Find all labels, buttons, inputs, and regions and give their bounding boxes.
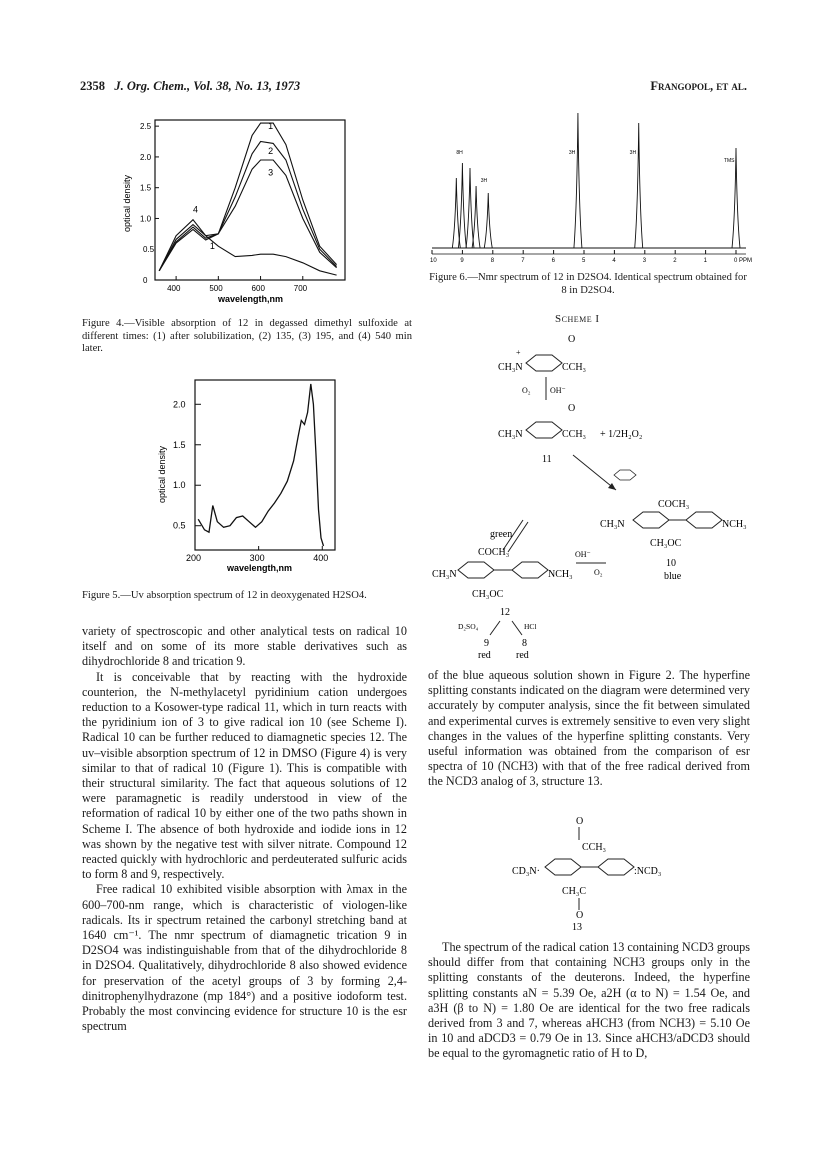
y-axis-label: optical density [122,174,132,232]
svg-text:O: O [576,816,584,827]
color-label: green [490,529,513,540]
curve-4 [159,220,336,275]
svg-text::NCD₃: :NCD₃ [634,866,662,877]
paragraph: Free radical 10 exhibited visible absorption with λmax in the 600–700-nm range, which is characteristic of viologen-like radicals. Its ir spectrum retained the carbonyl stretching band at 1640 cm⁻¹. The nmr spectrum of diamagnetic trication 9 in D2SO4 was indistinguishable from that of the dihydrochloride 8 in D2SO4. Qualitatively, dihydrochloride 8 also showed evidence for preservation of the acetyl groups of 3 by forming 2,4-dinitrophenylhydrazone (mp 184°) and a positive iodoform test. Probably the most convincing evidence for structure 10 is the esr spectrum [82,882,407,1034]
curve-label: 3 [268,167,274,178]
scheme-label: CCH₃ [562,362,587,373]
scheme-title: Scheme I [555,313,600,325]
ppm-label: 10 [430,258,437,264]
reaction-arrow [490,621,500,635]
x-tick-label: 300 [249,553,265,563]
svg-text:CCH₃: CCH₃ [582,842,607,853]
figure-5-caption: Figure 5.—Uv absorption spectrum of 12 in deoxygenated H2SO4. [82,590,367,601]
compound-number: 9 [484,638,489,649]
compound-number: 11 [542,454,552,465]
y-tick-label: 0.5 [143,245,155,255]
pyridine-ring [512,562,548,578]
curve-label: 1 [268,121,274,132]
pyridine-ring [526,422,562,438]
reaction-arrow [573,455,616,490]
pyridine-ring [526,355,562,371]
ppm-label: 9 [460,258,464,264]
x-axis-label: wavelength,nm [227,563,293,573]
ppm-label: 8 [490,258,495,264]
y-tick-label: 1.5 [173,439,186,450]
ppm-label: 4 [612,258,616,264]
x-tick-label: 400 [313,553,329,563]
svg-text:CD₃N·: CD₃N· [512,866,540,877]
x-tick-label: 500 [209,284,223,293]
x-tick-label: 400 [167,284,181,293]
svg-text:CH₃N: CH₃N [600,519,625,530]
uv-curve [198,384,323,546]
structure-13-diagram [500,812,680,932]
y-tick-label: 2.0 [140,152,152,162]
nmr-peak [635,123,643,248]
peak-label: 8H [456,150,463,156]
svg-text:COCH₃: COCH₃ [478,547,510,558]
y-tick-label: 0 [143,276,148,285]
svg-text:O: O [568,403,576,414]
color-label: red [478,650,491,661]
y-tick-label: 1.5 [140,183,152,193]
x-axis-label: wavelength,nm [218,294,284,304]
curve-label: 1 [209,241,215,252]
right-column-text-1: of the blue aqueous solution shown in Figure 2. The hyperfine splitting constants indicated on the diagram were determined very accurately by computer analysis, since the fit between simulated and experimental curves is extremely sensitive to even very slight changes in the values of the hyperfine splitting constants. Very useful information was obtained from the comparison of esr spectra of 10 (NCH3) with that of the free radical derived from the NCD3 analog of 3, structure 13. [428,668,750,789]
paragraph: It is conceivable that by reacting with the hydroxide counterion, the N-methylacetyl pyridinium cation undergoes reduction to a Kosower-type radical 11, which in turn reacts with the pyridinium ion of 3 to give radical ion 10 (see Scheme I). Radical 10 can be further reduced to diamagnetic species 12. The uv–visible absorption spectrum of 12 in DMSO (Figure 4) is very similar to that of radical 10 (Figure 1). This is compatible with their structural similarity. The fact that aqueous solutions of 12 were paramagnetic is readily understood in view of the reformation of radical 10 by either one of the two paths shown in Scheme I. The absence of both hydroxide and iodide ions in 12 was shown by the negative test with silver nitrate. Compound 12 reacted quickly with hydrochloric and perdeuterated sulfuric acids to form 8 and 9, respectively. [82,669,407,882]
x-tick-label: 700 [293,284,308,293]
svg-text:COCH₃: COCH₃ [658,499,690,510]
running-authors: Frangopol, et al. [650,79,747,93]
pyridine-ring [633,512,669,528]
pyridine-ring [686,512,722,528]
svg-text:NCH₃: NCH₃ [722,519,747,530]
reaction-arrow [512,621,522,635]
y-tick-label: 2.5 [140,122,152,132]
nmr-peak [574,113,582,248]
y-axis-label: optical density [157,445,167,503]
ppm-label: 6 [551,258,555,264]
svg-text:CH₃N: CH₃N [432,569,457,580]
svg-text:+ 1/2H₂O₂: + 1/2H₂O₂ [600,429,643,440]
svg-text:OH⁻: OH⁻ [575,550,591,559]
x-tick-label: 200 [186,553,202,563]
y-tick-label: 0.5 [173,520,186,531]
y-tick-label: 1.0 [140,214,152,224]
y-tick-label: 1.0 [173,480,186,491]
scheme-label: CH₃N [498,362,523,373]
figure-4-chart [115,112,355,312]
nmr-peak [472,186,480,248]
svg-text:CH₃OC: CH₃OC [472,589,504,600]
pyridine-ring [458,562,494,578]
x-tick-label: 600 [251,284,265,293]
pyridine-ring [545,859,581,875]
y-tick-label: 2.0 [173,399,186,410]
ppm-label: 3 [642,258,647,264]
svg-text:CH₃OC: CH₃OC [650,538,682,549]
page-number: 2358 [80,79,105,93]
compound-number: 12 [500,607,510,618]
peak-label: 3H [568,150,576,156]
figure-5-chart [150,372,350,582]
figure-6-caption: Figure 6.—Nmr spectrum of 12 in D2SO4. Identical spectrum obtained for 8 in D2SO4. [429,272,747,296]
left-column-text [82,624,407,1034]
svg-text:CCH₃: CCH₃ [562,429,587,440]
compound-number: 10 [666,558,676,569]
svg-text:CH₃N: CH₃N [498,429,523,440]
figure-6-nmr-spectrum [428,112,753,272]
compound-number: 8 [522,638,527,649]
color-label: blue [664,571,682,582]
curve-3 [159,160,336,271]
svg-text:O₂: O₂ [594,568,603,577]
right-column-text-2: The spectrum of the radical cation 13 containing NCD3 groups should differ from that containing NCH3 groups only in the splitting constants of the deuterons. Indeed, the hyperfine splitting constants aN = 5.39 Oe, a2H (α to N) = 1.54 Oe, and a3H (β to N) = 1.80 Oe are identical for the two free radicals derived from 3 and 7, whereas aHCH3 (from NCH3) = 5.10 Oe in 10 and aDCD3 = 0.79 Oe in 13. Since aHCH3/aDCD3 should be equal to the gyromagnetic ratio of H to D, [428,940,750,1061]
figure-4-caption: Figure 4.—Visible absorption of 12 in degassed dimethyl sulfoxide at different times: (1) after solubilization, (2) 135, (3) 195, and (4) 540 min later. [82,318,412,355]
curve-label: 2 [268,145,274,156]
svg-text:+: + [516,348,521,357]
ppm-label: 5 [582,258,586,264]
svg-text:HCl: HCl [524,622,537,631]
ppm-label: 7 [521,258,525,264]
svg-text:NCH₃: NCH₃ [548,569,573,580]
peak-label: 3H [629,150,637,156]
nmr-peak [466,168,474,248]
page-header [80,79,300,94]
curve-1 [159,123,336,271]
compound-number: 13 [572,922,582,933]
curve-2 [159,142,336,271]
scheme-label: O [568,334,576,345]
svg-text:O₂: O₂ [522,386,531,395]
peak-label: 3H [480,178,488,184]
svg-text:OH⁻: OH⁻ [550,386,566,395]
ppm-label: 2 [673,258,677,264]
nmr-peak [484,193,492,248]
curve-label: 4 [193,204,199,215]
ppm-label: 0 PPM [734,258,753,264]
scheme-1-diagram [428,325,758,660]
nmr-peak [458,163,466,248]
ppm-label: 1 [703,258,707,264]
journal-citation: J. Org. Chem., Vol. 38, No. 13, 1973 [114,79,301,93]
peak-label: TMS [723,158,735,164]
pyridine-ring [598,859,634,875]
paragraph: variety of spectroscopic and other analytical tests on radical 10 itself and on some of its more stable derivatives such as dihydrochloride 8 and trication 9. [82,624,407,669]
svg-text:D₂SO₄: D₂SO₄ [458,622,479,631]
svg-text:CH₃C: CH₃C [562,886,587,897]
svg-text:O: O [576,910,584,921]
color-label: red [516,650,529,661]
